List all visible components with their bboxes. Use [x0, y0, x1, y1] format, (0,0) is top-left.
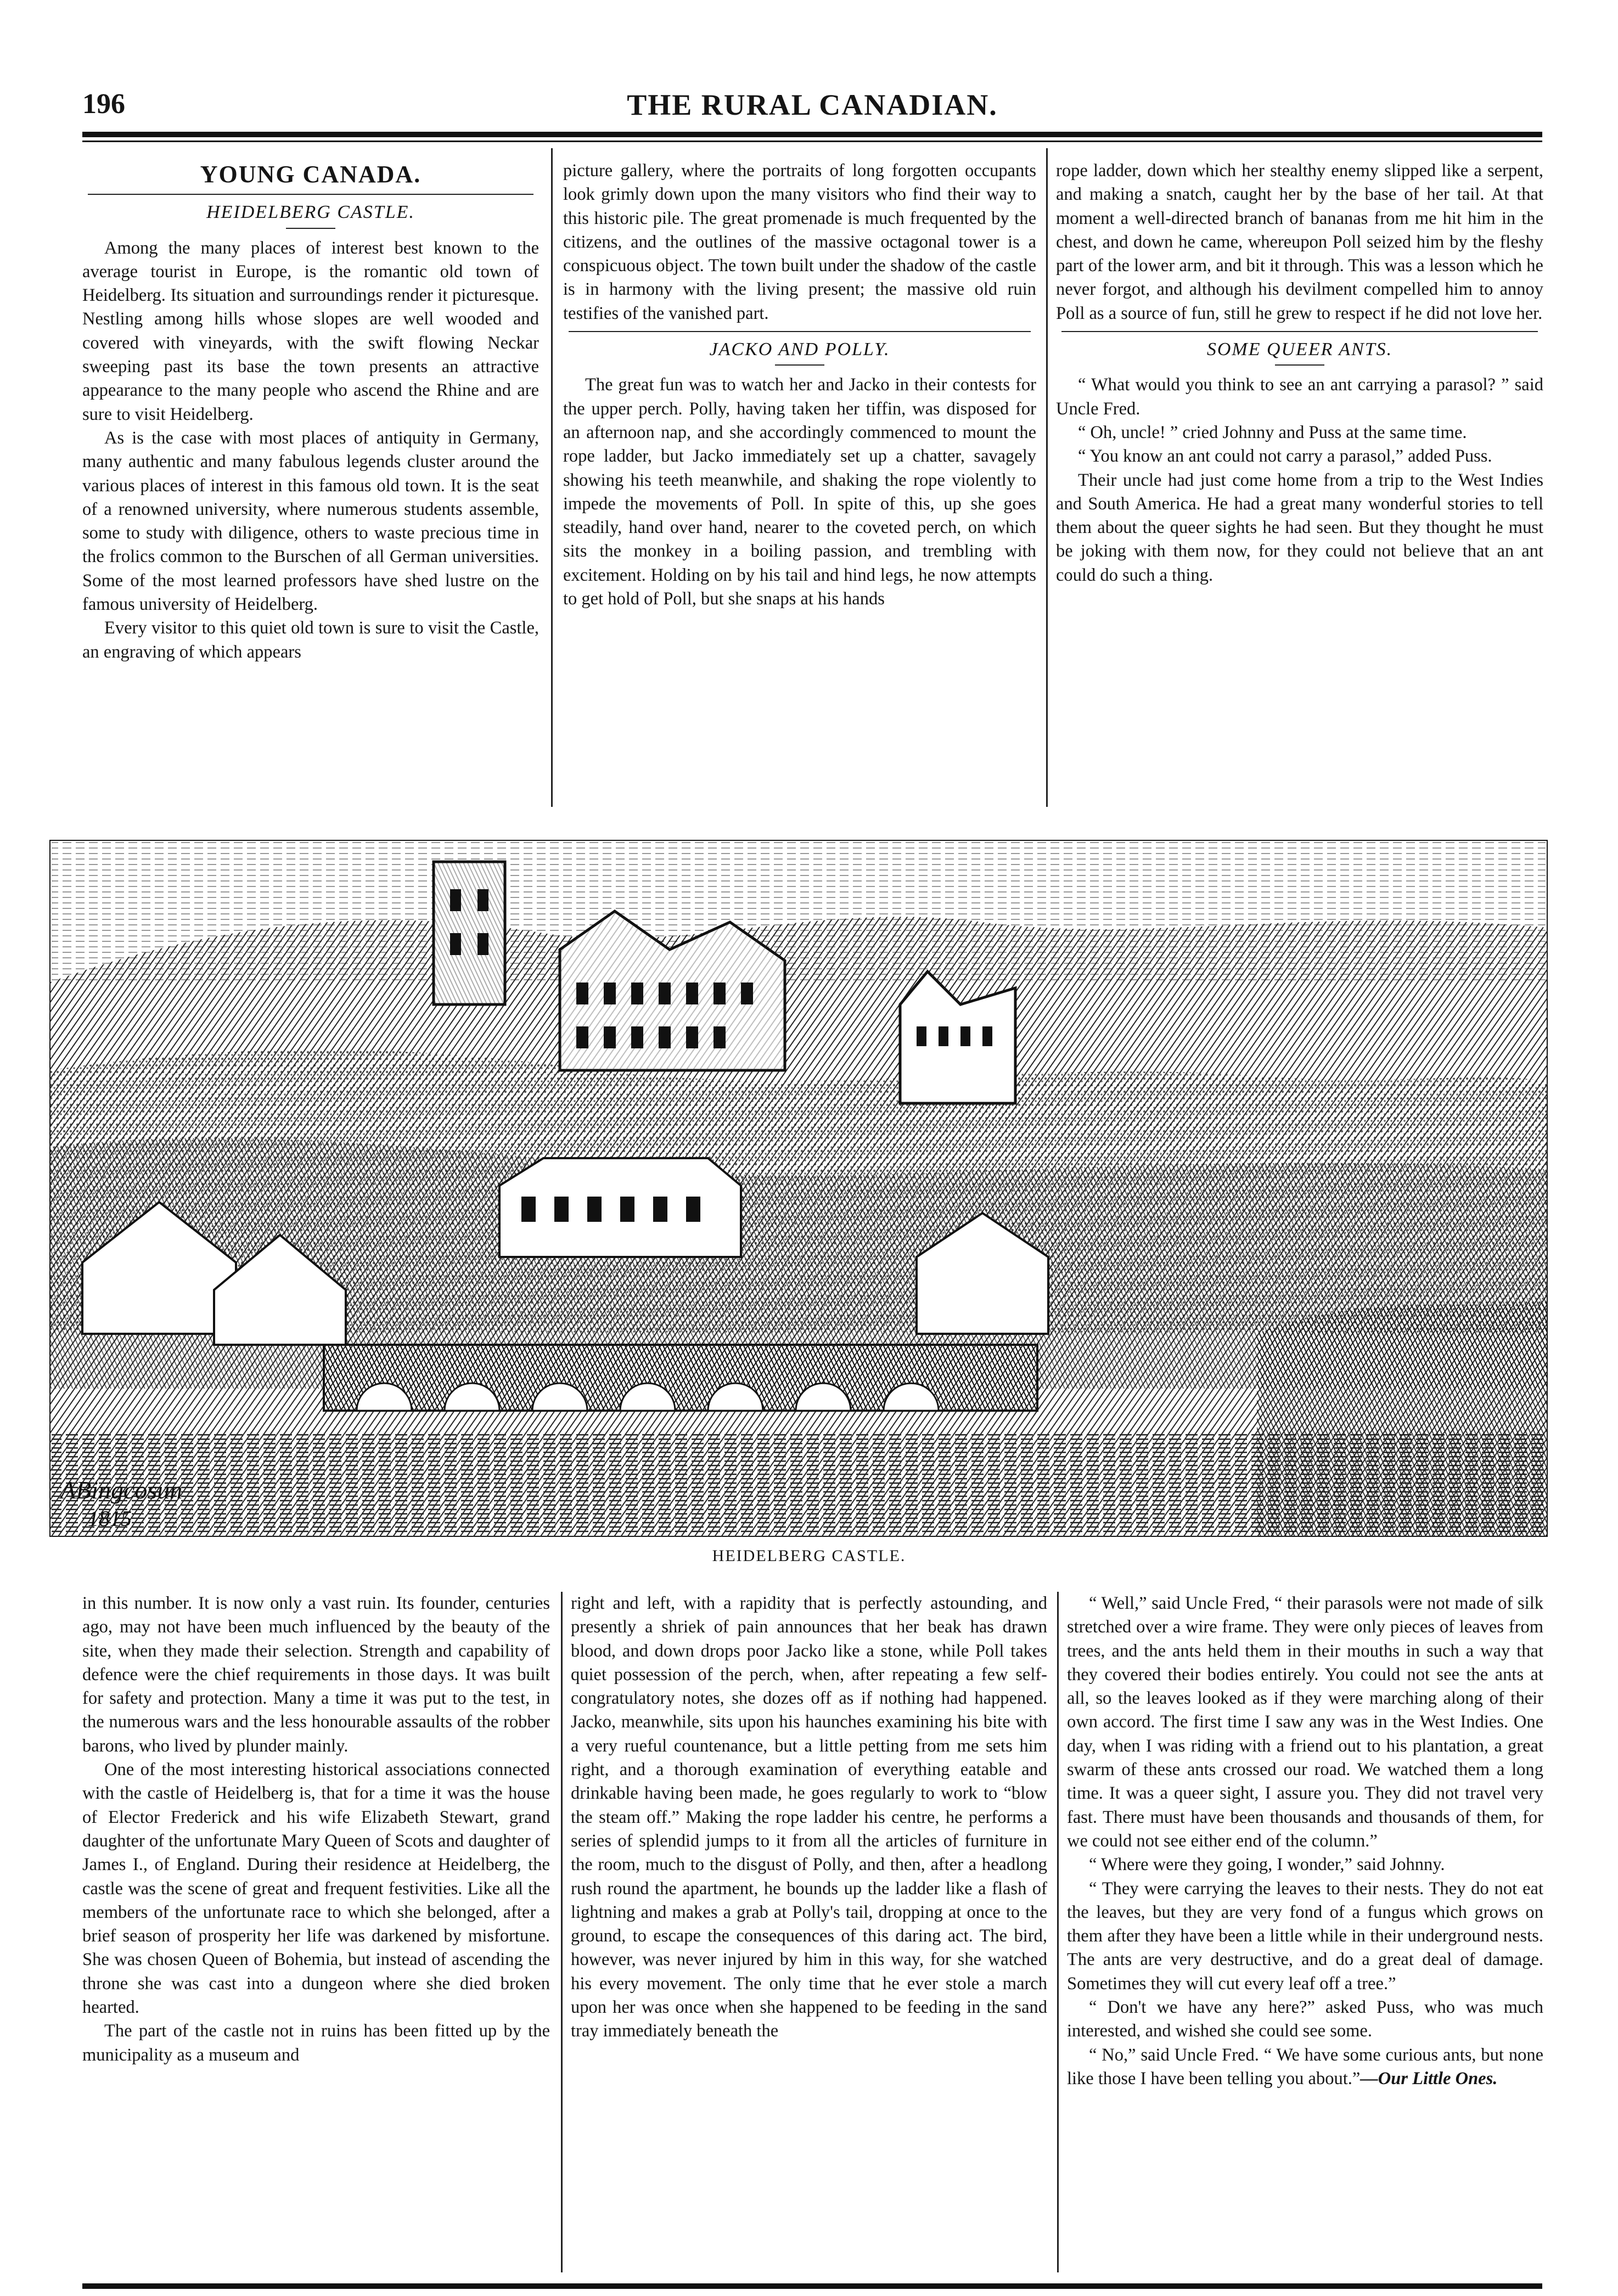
paragraph: The great fun was to watch her and Jacko in their contests for the upper perch. Polly, having taken her tiffin, was disposed for an afternoon nap, and she accordingly commenced to mount the rope ladder, but Jacko immediately set up a chatter, savagely showing his teeth meanwhile, and shaking the rope violently to impede the movements of Poll. In spite of this, up she goes steadily, hand over hand, nearer to the coveted perch, on which sits the monkey in a boiling passion, and trembling with excitement. Holding on by his tail and hind legs, he now attempts to get hold of Poll, but she snaps at his hands: [563, 375, 1036, 609]
article-title-ants: SOME QUEER ANTS.: [1206, 339, 1393, 360]
closing-text: “ No,” said Uncle Fred. “ We have some curious ants, but none like those I have been telling you about.”: [1067, 2045, 1543, 2089]
paragraph: Every visitor to this quiet old town is sure to visit the Castle, an engraving of which appears: [82, 618, 539, 662]
paragraph: “ They were carrying the leaves to their nests. They do not eat the leaves, but they are very fond of a fungus which grows on them after they have been a little while in their underground nests. The ants are very destructive, and do a great deal of damage. Sometimes they will cut every leaf off a tree.”: [1067, 1878, 1543, 1994]
title-rule-short: [1275, 364, 1324, 366]
section-title: YOUNG CANADA.: [200, 161, 422, 188]
section-rule: [1061, 331, 1538, 332]
bottom-column-1: [82, 1592, 550, 2067]
paragraph: “ Oh, uncle! ” cried Johnny and Puss at the same time.: [1078, 422, 1467, 442]
heidelberg-castle-engraving: [49, 840, 1548, 1537]
source-signoff: —Our Little Ones.: [1360, 2068, 1498, 2089]
title-rule-short: [775, 364, 824, 366]
paragraph: The part of the castle not in ruins has been fitted up by the municipality as a museum and: [82, 2021, 550, 2065]
column-divider: [561, 1592, 563, 2272]
paragraph: One of the most interesting historical associations connected with the castle of Heidelberg is, that for a time it was the house of Elector Frederick and his wife Elizabeth Stewart, grand daughter of the unfortunate Mary Queen of Scots and daughter of James I., of England. During their residence at Heidelberg, the castle was the scene of great and frequent festivities. Like all the members of the unfortunate race to which she belonged, after a brief season of prosperity her life was darkened by misfortune. She was chosen Queen of Bohemia, but instead of ascending the throne she was cast into a dungeon where she died broken hearted.: [82, 1760, 550, 2018]
paragraph: in this number. It is now only a vast ruin. Its founder, centuries ago, may not have been much influenced by the beauty of the site, when they made their selection. Strength and capability of defence were the chief requirements in those days. It was built for safety and protection. Many a time it was put to the test, in the numerous wars and the less honourable assaults of the robber barons, who lived by plunder mainly.: [82, 1593, 550, 1756]
paragraph: Their uncle had just come home from a trip to the West Indies and South America. He had a great many wonderful stories to tell them about the queer sights he had seen. But they thought he must be joking with them now, for they could not believe that an ant could do such a thing.: [1056, 470, 1543, 585]
illustration-caption: HEIDELBERG CASTLE.: [712, 1547, 906, 1565]
column-divider: [1046, 148, 1048, 807]
paragraph: rope ladder, down which her stealthy enemy slipped like a serpent, and making a snatch, caught her by the base of her tail. At that moment a well-directed branch of bananas from me hit him in the chest, and down he came, whereupon Poll seized him by the fleshy part of the lower arm, and bit it through. This was a lesson which he never forgot, and although his devilment compelled him to annoy Poll as a source of fun, still he grew to respect if he did not love her.: [1056, 161, 1543, 323]
title-rule: [88, 194, 533, 195]
engraver-signature: ABingcosun: [60, 1476, 183, 1504]
paragraph: As is the case with most places of antiquity in Germany, many authentic and many fabulous legends cluster around the various places of interest in this famous old town. It is the seat of a renowned university, where numerous students assemble, some to study with diligence, others to waste precious time in the frolics common to the Burschen of all German universities. Some of the most learned professors have shed lustre on the famous university of Heidelberg.: [82, 428, 539, 615]
masthead: THE RURAL CANADIAN.: [627, 88, 998, 121]
paragraph: “ Don't we have any here?” asked Puss, who was much interested, and wished she could see some.: [1067, 1997, 1543, 2041]
section-rule: [569, 331, 1031, 332]
article-title-heidelberg: HEIDELBERG CASTLE.: [206, 202, 415, 223]
header-rule-thin: [82, 141, 1542, 142]
paragraph: “ Well,” said Uncle Fred, “ their parasols were not made of silk stretched over a wire frame. They were only pieces of leaves from trees, and the ants held them in their mouths in such a way that they covered their bodies entirely. You could not see the ants at all, so the leaves looked as if they were marching along of their own accord. The first time I saw any was in the West Indies. One day, when I was riding with a friend out to his plantation, a great swarm of these ants crossed our road. We watched them a long time. It was a queer sight, I assure you. They did not travel very fast. There must have been thousands and thousands of them, for we could not see either end of the column.”: [1067, 1593, 1543, 1851]
column-divider: [551, 148, 553, 807]
paragraph: “ What would you think to see an ant carrying a parasol? ” said Uncle Fred.: [1056, 375, 1543, 419]
paragraph: “ Where were they going, I wonder,” said Johnny.: [1089, 1855, 1445, 1875]
header-rule: [82, 132, 1542, 137]
article-title-jacko: JACKO AND POLLY.: [709, 339, 890, 360]
paragraph-final: [1067, 2044, 1543, 2091]
column-divider: [1057, 1592, 1059, 2272]
bottom-column-3: [1067, 1592, 1543, 2091]
page-number: 196: [82, 88, 125, 120]
page-header: [82, 88, 1542, 126]
bottom-column-2: [571, 1592, 1047, 2044]
title-rule-short: [286, 228, 335, 229]
engraver-date: 1815: [88, 1506, 132, 1531]
paragraph: picture gallery, where the portraits of long forgotten occupants look grimly down upon the many visitors who find their way to this historic pile. The great promenade is much frequented by the citizens, and the outlines of the massive octagonal tower is a conspicuous object. The town built under the shadow of the castle is in harmony with the living present; the massive old ruin testifies of the vanished part.: [563, 161, 1036, 323]
paragraph: “ You know an ant could not carry a parasol,” added Puss.: [1078, 446, 1492, 467]
top-column-2: [563, 159, 1036, 611]
footer-rule: [82, 2283, 1542, 2289]
top-column-3: [1056, 159, 1543, 587]
paragraph: right and left, with a rapidity that is perfectly astounding, and presently a shriek of pain announces that her beak has drawn blood, and down drops poor Jacko like a stone, while Poll takes quiet possession of the perch, when, after repeating a few self-congratulatory notes, she dozes off as if nothing had happened. Jacko, meanwhile, sits upon his haunches examining his bite with a very rueful countenance, but a little petting from me sets him right, and a thorough examination of everything eatable and drinkable having been made, he goes regularly to work to “blow the steam off.” Making the rope ladder his centre, he performs a series of splendid jumps to it from all the articles of furniture in the room, much to the disgust of Polly, and then, after a headlong rush round the apartment, he bounds up the ladder like a flash of lightning and makes a grab at Polly's tail, dropping at once to the ground, to escape the consequences of this daring act. The bird, however, was never injured by him in this way, for she watched his every movement. The only time that he ever stole a march upon her was once when she happened to be feeding in the sand tray immediately beneath the: [571, 1593, 1047, 2041]
paragraph: Among the many places of interest best known to the average tourist in Europe, is the romantic old town of Heidelberg. Its situation and surroundings render it picturesque. Nestling among hills whose slopes are well wooded and covered with vineyards, with the swift flowing Neckar sweeping past its base the town presents an attractive appearance to the many people who ascend the Rhine and are sure to visit Heidelberg.: [82, 238, 539, 424]
top-column-1: [82, 159, 539, 664]
